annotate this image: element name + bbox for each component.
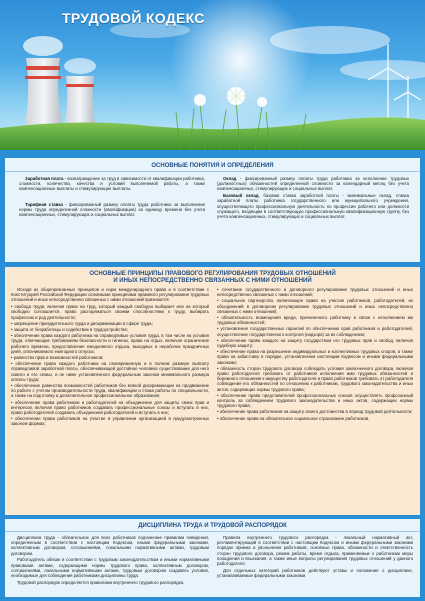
definitions-section	[5, 158, 420, 262]
discipline-left-column	[11, 535, 209, 586]
principle-item: • обеспечение права на обязательное социальное страхование работников.	[217, 416, 413, 421]
discipline-paragraph: Трудовой распорядок определяется правилами внутреннего трудового распорядка.	[17, 579, 185, 585]
principle-item: • обеспечение права представителей профессиональных союзов осуществлять профсоюзный контроль за соблюдением трудового законодательства и иных актов, содержащих нормы трудового права;	[217, 393, 413, 409]
discipline-right-column	[217, 535, 413, 580]
discipline-heading: ДИСЦИПЛИНА ТРУДА И ТРУДОВОЙ РАСПОРЯДОК	[138, 523, 287, 529]
discipline-section	[5, 519, 420, 597]
principle-item: • социальное партнерство, включающее право на участие работников, работодателей, их объединений в договорном регулировании трудовых отношений и иных непосредственно связанных с ними отношений;	[217, 298, 413, 314]
principles-heading-line1: ОСНОВНЫЕ ПРИНЦИПЫ ПРАВОВОГО РЕГУЛИРОВАНИЯ ТРУДОВЫХ ОТНОШЕНИЙ	[89, 271, 336, 277]
principle-item: • обеспечение права каждого работника на справедливые условия труда, в том числе на условия труда, отвечающие требованиям безопасности и гигиены, права на отдых, включая ограничение рабочего времени, предоставление ежедневного отдыха, выходных и нерабочих праздничных дней, оплачиваемого ежегодного отпуска;	[11, 333, 209, 354]
principle-item: • обеспечение права работников на участие в управлении организацией в предусмотренных законом формах;	[11, 416, 209, 426]
definition-item: Базовый оклад, базовая ставка заработной платы - минимальные оклад, ставка заработной платы работника государственного или муниципального учреждения, осуществляющего профессиональную деятельность по профессии рабочего или должности служащего, входящим в соответствующую профессиональную квалификационную группу, без учета компенсационных, стимулирующих и социальных выплат.	[217, 193, 409, 219]
principle-item: • обеспечение права работников на защиту своего достоинства в период трудовой деятельности;	[217, 409, 413, 414]
principles-right-list	[217, 287, 413, 421]
principles-heading	[5, 271, 420, 285]
definition-item: Оклад - фиксированный размер оплаты труда работника за исполнение трудовых (должностных) обязанностей определенной сложности за календарный месяц без учета компенсационных, стимулирующих и социальных выплат.	[217, 176, 409, 192]
principles-right-column	[217, 287, 413, 422]
principle-item: • свобода труда, включая право на труд, который каждый свободно выбирает или на который свободно соглашается, право распоряжаться своими способностями к труду, выбирать профессию и род деятельности;	[11, 304, 209, 320]
principles-section	[5, 267, 420, 515]
principle-item: • запрещение принудительного труда и дискриминации в сфере труда;	[11, 321, 209, 326]
definitions-left-column	[19, 176, 205, 219]
principle-item: • защита от безработицы и содействие в трудоустройстве;	[11, 327, 209, 332]
principle-item: • равенство прав и возможностей работников;	[11, 355, 209, 360]
principle-item: • обязанность сторон трудового договора соблюдать условия заключенного договора, включая право работодателя требовать от работников исполнения ими трудовых обязанностей и бережного отношения к имуществу работодателя и право работников требовать от работодателя соблюдения его обязанностей по отношению к работникам, трудового законодательства и иных актов, содержащих нормы трудового права;	[217, 366, 413, 392]
discipline-paragraph: Работодатель обязан в соответствии с трудовым законодательством и иными нормативными правовыми актами, содержащими нормы трудового права, коллективным договором, соглашениями, локальными нормативными актами, трудовым договором создавать условия, необходимые для соблюдения работниками дисциплины труда.	[11, 557, 209, 578]
principle-item: • обеспечение права каждого на защиту государством его трудовых прав и свобод, включая судебную защиту;	[217, 338, 413, 348]
principle-item: • обеспечение равенства возможностей работников без всякой дискриминации на продвижение по работе с учетом производительности труда, квалификации и стажа работы по специальности, а также на подготовку и дополнительное профессиональное образование;	[11, 383, 209, 399]
principle-item: • установление государственных гарантий по обеспечению прав работников и работодателей, осуществление государственного контроля (надзора) за их соблюдением;	[217, 326, 413, 336]
definition-item: Тарифная ставка - фиксированный размер оплаты труда работника за выполнение нормы труда определенной сложности (квалификации) за единицу времени без учета компенсационных, стимулирующих и социальных выплат.	[19, 201, 206, 218]
principle-item: • сочетание государственного и договорного регулирования трудовых отношений и иных непосредственно связанных с ними отношений;	[217, 287, 413, 297]
discipline-paragraph: Для отдельных категорий работников действуют уставы и положения о дисциплине, устанавливаемые федеральными законами.	[217, 567, 413, 578]
discipline-paragraph: Правила внутреннего трудового распорядка - локальный нормативный акт, регламентирующий в соответствии с настоящим Кодексом и иными федеральными законами порядок приема и увольнения работников, основные права, обязанности и ответственность сторон трудового договора, режим работы, время отдыха, применяемые к работникам меры поощрения и взыскания, а также иные вопросы регулирования трудовых отношений у данного работодателя.	[217, 535, 413, 567]
definitions-right-column	[217, 176, 409, 221]
principles-heading-line2: И ИНЫХ НЕПОСРЕДСТВЕННО СВЯЗАННЫХ С НИМИ ОТНОШЕНИЙ	[113, 278, 312, 284]
principles-left-list	[11, 304, 209, 426]
header-banner	[0, 0, 425, 150]
discipline-paragraph: Дисциплина труда - обязательное для всех работников подчинение правилам поведения, определенным в соответствии с настоящим Кодексом, иными федеральными законами, коллективным договором, соглашениями, локальными нормативными актами, трудовым договором.	[11, 535, 209, 556]
principle-item: • обязательность возмещения вреда, причиненного работнику в связи с исполнением им трудовых обязанностей;	[217, 315, 413, 325]
discipline-divider	[5, 531, 420, 532]
definition-item: Заработная плата - вознаграждение за труд в зависимости от квалификации работника, сложности, количества, качества и условий выполняемой работы, а также компенсационные выплаты и стимулирующие выплаты.	[19, 176, 205, 192]
principles-intro: Исходя из общепризнанных принципов и норм международного права и в соответствии с Конституцией Российской Федерации основными принципами правового регулирования трудовых отношений и иных непосредственно связанных с ними отношений признаются:	[11, 287, 209, 303]
definitions-heading: ОСНОВНЫЕ ПОНЯТИЯ И ОПРЕДЕЛЕНИЯ	[151, 163, 274, 169]
principle-item: • обеспечение права на разрешение индивидуальных и коллективных трудовых споров, а также права на забастовку в порядке, установленном настоящим Кодексом и иными федеральными законами;	[217, 349, 413, 365]
definitions-divider	[5, 171, 420, 172]
principles-left-column	[11, 287, 209, 428]
principle-item: • обеспечение права работников и работодателей на объединение для защиты своих прав и интересов, включая право работников создавать профессиональные союзы и вступать в них, право работодателей создавать объединения работодателей и вступать в них;	[11, 400, 209, 416]
principle-item: • обеспечение права каждого работника на своевременную и в полном размере выплату справедливой заработной платы, обеспечивающей достойное человека существование для него самого и его семьи, и не ниже установленного федеральным законом минимального размера оплаты труда;	[11, 361, 209, 382]
page-title: ТРУДОВОЙ КОДЕКС	[62, 10, 205, 26]
